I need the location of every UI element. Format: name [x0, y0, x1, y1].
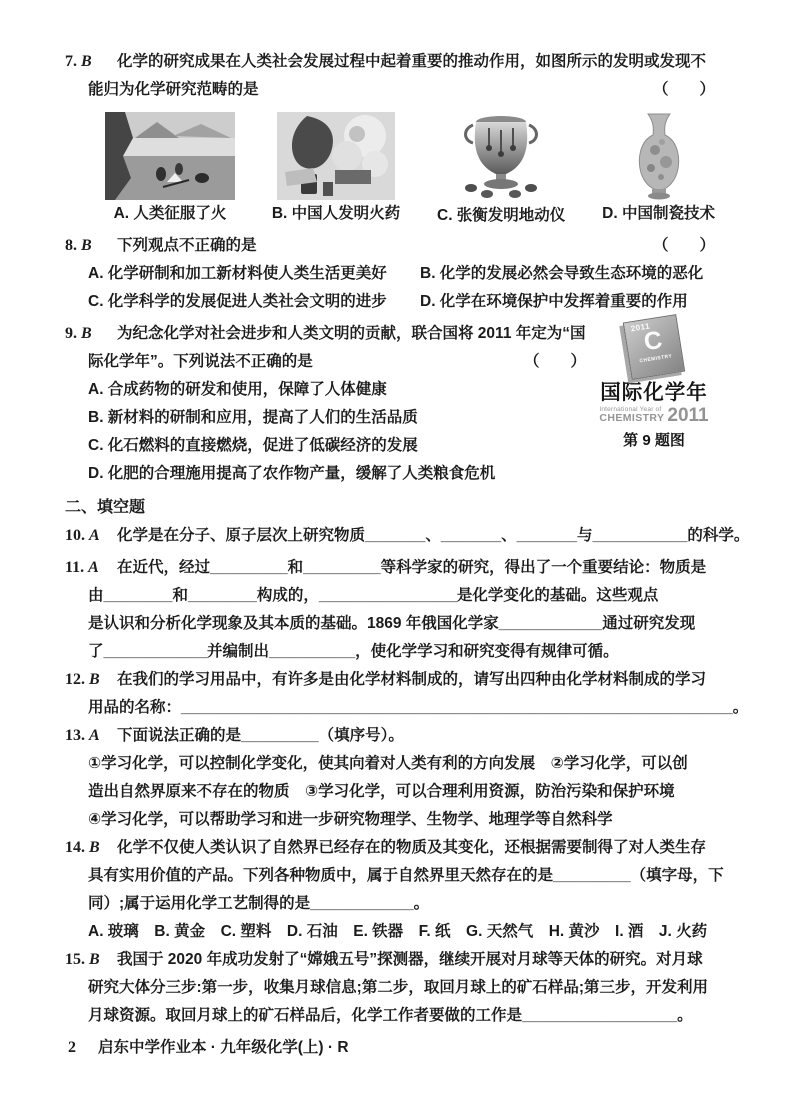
option-a: A. 合成药物的研发和使用，保障了人体健康	[88, 381, 387, 398]
question-number	[65, 232, 117, 260]
question-10-stem	[65, 522, 750, 550]
question-11-line-4: 了____________并编制出__________，使化学学习和研究变得有规律可循。	[88, 643, 619, 660]
question-13-items-line-1: ①学习化学，可以控制化学变化，使其向着对人类有利的方向发展 ②学习化学，可以创	[88, 755, 688, 772]
figure-option-b	[272, 112, 400, 226]
option-b: B. 化学的发展必然会导致生态环境的恶化	[420, 265, 704, 282]
answer-letter: B	[81, 53, 92, 70]
question-index: 8.	[65, 237, 77, 254]
question-number	[65, 554, 117, 582]
figure-option-d	[602, 112, 715, 226]
option-c: C. 化学科学的发展促进人类社会文明的进步	[88, 293, 387, 310]
book-title: 启东中学作业本 · 九年级化学(上) · R	[98, 1039, 349, 1056]
iyc-2011-logo	[593, 318, 715, 450]
question-14-line-2: 具有实用价值的产品。下列各种物质中，属于自然界里天然存在的是_________（填字母，下	[88, 867, 724, 884]
question-9	[65, 320, 715, 488]
question-index: 7.	[65, 53, 77, 70]
question-number	[65, 666, 117, 694]
question-index: 12.	[65, 671, 85, 688]
answer-letter: B	[81, 237, 92, 254]
stem-text: 化学不仅使人类认识了自然界已经存在的物质及其变化，还根据需要制得了对人类生存	[117, 839, 707, 856]
answer-letter: A	[89, 527, 100, 544]
iyc-english-year: 2011	[667, 405, 709, 426]
question-15-line-2: 研究大体分三步:第一步，收集月球信息;第二步，取回月球上的矿石样品;第三步，开发利用	[88, 979, 708, 996]
page-number: 2	[68, 1039, 76, 1056]
question-15-line-3: 月球资源。取回月球上的矿石样品后，化学工作者要做的工作是__________________。	[88, 1007, 693, 1024]
question-13-items-line-2: 造出自然界原来不存在的物质 ③学习化学，可以合理利用资源，防治污染和保护环境	[88, 783, 675, 800]
question-12	[65, 666, 749, 722]
question-number	[65, 834, 117, 862]
stem-text: 我国于 2020 年成功发射了“嫦娥五号”探测器，继续开展对月球等天体的研究。对月球	[117, 951, 703, 968]
figure-caption: A. 人类征服了火	[113, 205, 227, 222]
stem-text: 在我们的学习用品中，有许多是由化学材料制成的，请写出四种由化学材料制成的学习	[117, 671, 707, 688]
conquer-fire-photo	[105, 112, 235, 200]
question-15	[65, 946, 715, 1030]
question-9-stem-line-1	[65, 320, 586, 348]
question-13-items-line-3: ④学习化学，可以帮助学习和进一步研究物理学、生物学、地理学等自然科学	[88, 811, 613, 828]
answer-letter: B	[89, 951, 100, 968]
answer-bracket: （ ）	[652, 237, 715, 254]
question-11-line-1	[65, 554, 715, 582]
question-index: 9.	[65, 325, 77, 342]
question-12-line-2: 用品的名称：________________________________________________________________。	[88, 699, 749, 716]
question-9-stem-line-2	[88, 348, 586, 376]
iyc-english-small: International Year of	[599, 406, 662, 413]
stem-text: 化学的研究成果在人类社会发展过程中起着重要的推动作用，如图所示的发明或发现不	[117, 53, 707, 70]
answer-letter: A	[89, 727, 100, 744]
question-15-line-1	[65, 946, 715, 974]
stem-text-with-blanks: 在近代，经过_________和_________等科学家的研究，得出了一个重要结论：物质是	[117, 559, 707, 576]
question-8-stem	[65, 232, 715, 260]
answer-letter: B	[89, 671, 100, 688]
question-7-figures	[105, 112, 715, 226]
stem-text: 下列观点不正确的是	[117, 237, 257, 254]
option-b: B. 新材料的研制和应用，提高了人们的生活品质	[88, 409, 418, 426]
stem-text: 际化学年”。下列说法不正确的是	[88, 353, 313, 370]
answer-bracket: （ ）	[523, 353, 586, 370]
iyc-english-title	[593, 406, 715, 424]
tile-year: 2011	[630, 321, 651, 334]
figure-caption: B. 中国人发明火药	[271, 205, 401, 222]
porcelain-vase-image	[631, 112, 687, 200]
question-14-line-1	[65, 834, 715, 862]
question-12-line-1	[65, 666, 715, 694]
question-11	[65, 554, 715, 666]
question-index: 15.	[65, 951, 85, 968]
stem-text: 能归为化学研究范畴的是	[88, 81, 259, 98]
option-d: D. 化学在环境保护中发挥着重要的作用	[420, 293, 688, 310]
question-14-choices: A. 玻璃 B. 黄金 C. 塑料 D. 石油 E. 铁器 F. 纸 G. 天然气 H. 黄沙 I. 酒 J. 火药	[88, 923, 708, 940]
answer-letter: B	[89, 839, 100, 856]
seismograph-image	[455, 112, 547, 202]
question-index: 14.	[65, 839, 85, 856]
question-number	[65, 48, 117, 76]
option-d: D. 化肥的合理施用提高了农作物产量，缓解了人类粮食危机	[88, 465, 496, 482]
option-a: A. 化学研制和加工新材料使人类生活更美好	[88, 265, 387, 282]
question-14	[65, 834, 724, 946]
option-c: C. 化石燃料的直接燃烧，促进了低碳经济的发展	[88, 437, 418, 454]
question-8	[65, 232, 715, 316]
tile-element-symbol: C	[641, 325, 665, 357]
question-index: 13.	[65, 727, 85, 744]
question-14-line-3: 同）;属于运用化学工艺制得的是____________。	[88, 895, 430, 912]
question-13	[65, 722, 715, 834]
stem-text-with-blanks: 化学是在分子、原子层次上研究物质_______、_______、_______与___________的科学。	[117, 527, 750, 544]
figure-caption: C. 张衡发明地动仪	[437, 207, 566, 224]
question-number	[65, 946, 117, 974]
figure-option-a	[105, 112, 235, 226]
question-13-stem	[65, 722, 715, 750]
answer-letter: B	[81, 325, 92, 342]
question-8-options	[88, 260, 715, 316]
tile-element-caption: CHEMISTRY	[639, 353, 673, 365]
iyc-english-word: CHEMISTRY	[599, 412, 665, 424]
question-7-stem-line-2	[88, 76, 715, 104]
periodic-tile-icon	[623, 314, 685, 380]
question-index: 10.	[65, 527, 85, 544]
question-number	[65, 522, 117, 550]
gunpowder-painting	[277, 112, 395, 200]
stem-text-with-blanks: 下面说法正确的是_________（填序号）。	[117, 727, 404, 744]
stem-text: 为纪念化学对社会进步和人类文明的贡献，联合国将 2011 年定为“国	[117, 325, 586, 342]
section-2-header: 二、填空题	[65, 499, 146, 516]
question-number	[65, 722, 117, 750]
question-11-line-3: 是认识和分析化学现象及其本质的基础。1869 年俄国化学家____________通过研究发现	[88, 615, 696, 632]
question-number	[65, 320, 117, 348]
question-7	[65, 48, 715, 226]
figure-caption: D. 中国制瓷技术	[602, 205, 715, 222]
answer-bracket: （ ）	[652, 81, 715, 98]
question-10	[65, 522, 750, 550]
iyc-chinese-title: 国际化学年	[600, 381, 708, 404]
question-7-stem-line-1	[65, 48, 715, 76]
answer-letter: A	[88, 559, 99, 576]
page-footer	[65, 1038, 715, 1058]
question-index: 11.	[65, 559, 85, 576]
figure-caption: 第 9 题图	[623, 432, 685, 449]
figure-option-c	[437, 112, 565, 226]
question-11-line-2: 由________和________构成的，________________是化学变化的基础。这些观点	[88, 587, 659, 604]
